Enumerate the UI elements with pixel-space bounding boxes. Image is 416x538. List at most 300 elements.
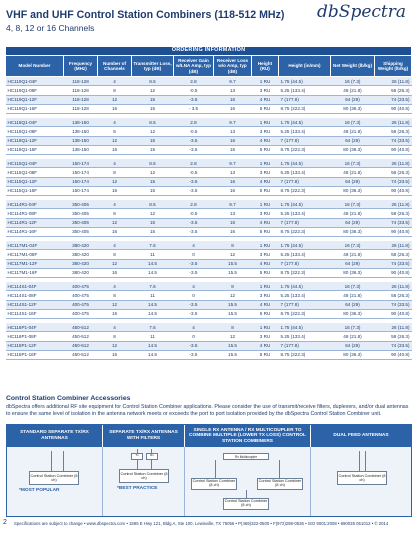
- table-cell: 11: [132, 332, 174, 341]
- table-row: [6, 350, 412, 359]
- table-cell: 2.8: [174, 77, 214, 86]
- table-cell: 1.75 (44.5): [279, 159, 331, 168]
- table-cell: 1 RU: [252, 118, 279, 127]
- diagram-header-filters: SEPARATE TX/RX ANTENNAS WITH FILTERS: [103, 425, 185, 447]
- table-cell: -3.5: [174, 186, 214, 195]
- table-cell: HC115Q1-04F: [6, 159, 64, 168]
- rx-multicoupler-box: Rx Multicoupler: [223, 453, 269, 460]
- table-row: [6, 200, 412, 209]
- table-cell: 8.5: [132, 118, 174, 127]
- table-cell: 0: [174, 291, 214, 300]
- table-cell: 380-420: [64, 250, 98, 259]
- table-cell: 12: [98, 300, 132, 309]
- table-cell: HC119Q1-04F: [6, 77, 64, 86]
- table-cell: 12: [214, 291, 252, 300]
- table-cell: 8: [98, 291, 132, 300]
- column-header: Height (in/mm): [279, 56, 331, 77]
- combiner-box: Control Station Combiner (8 ch): [119, 469, 169, 483]
- table-cell: 80 (36.3): [331, 145, 375, 154]
- table-cell: -3.5: [174, 268, 214, 277]
- table-row: [6, 218, 412, 227]
- table-cell: 16: [214, 136, 252, 145]
- table-cell: 150-174: [64, 159, 98, 168]
- table-cell: 5.25 (133.4): [279, 168, 331, 177]
- table-cell: 3 RU: [252, 168, 279, 177]
- table-cell: 80 (36.3): [331, 268, 375, 277]
- table-cell: -0.5: [174, 127, 214, 136]
- table-cell: 5 RU: [252, 309, 279, 318]
- table-cell: 90 (40.8): [375, 268, 412, 277]
- table-row: [6, 186, 412, 195]
- table-cell: HC114S1-12F: [6, 300, 64, 309]
- brand-logo: dbSpectra: [317, 2, 406, 22]
- table-cell: -3.5: [174, 227, 214, 236]
- table-cell: 9.7: [214, 77, 252, 86]
- table-cell: 118-128: [64, 77, 98, 86]
- column-header: Height (RU): [252, 56, 279, 77]
- accessories-text: dbSpectra offers additional RF site equipment for Control Station Combiner applications. Please consider the use of transmit/receive filters, duplexers, and/or dual antennas to ensure the same level of isolation in the antenna network meets or exceeds the port to port isolation provided by the dbSpectra Control Station Combiner unit.: [6, 404, 409, 417]
- table-cell: 12: [132, 86, 174, 95]
- table-row: [6, 86, 412, 95]
- table-cell: 15: [132, 218, 174, 227]
- table-cell: 90 (40.8): [375, 104, 412, 113]
- combiner-box: Control Station Combiner (8 ch): [337, 471, 387, 485]
- table-cell: 3 RU: [252, 209, 279, 218]
- table-cell: 90 (40.8): [375, 227, 412, 236]
- table-cell: 14.5: [132, 300, 174, 309]
- table-row: [6, 104, 412, 113]
- table-cell: 64 (29): [331, 95, 375, 104]
- table-cell: 450-512: [64, 323, 98, 332]
- table-cell: 58 (26.3): [375, 168, 412, 177]
- table-cell: 14.5: [132, 309, 174, 318]
- table-cell: 380-420: [64, 259, 98, 268]
- table-row: [6, 177, 412, 186]
- table-cell: 26 (11.8): [375, 118, 412, 127]
- table-cell: 7 (177.8): [279, 218, 331, 227]
- table-row: [6, 127, 412, 136]
- table-cell: 13: [214, 86, 252, 95]
- table-cell: 16: [98, 350, 132, 359]
- table-cell: 4 RU: [252, 341, 279, 350]
- table-cell: 5.25 (133.4): [279, 250, 331, 259]
- table-cell: 1 RU: [252, 200, 279, 209]
- table-cell: HC114S1-16F: [6, 309, 64, 318]
- table-cell: 4: [174, 241, 214, 250]
- table-cell: -0.5: [174, 86, 214, 95]
- table-cell: 16: [214, 186, 252, 195]
- table-cell: 8.5: [132, 200, 174, 209]
- table-cell: 15: [132, 177, 174, 186]
- table-cell: 400-475: [64, 309, 98, 318]
- table-cell: 16: [214, 145, 252, 154]
- table-cell: 4: [98, 241, 132, 250]
- table-row: [6, 250, 412, 259]
- table-cell: 11: [132, 250, 174, 259]
- table-cell: 8: [98, 332, 132, 341]
- table-cell: HC115Q1-16F: [6, 186, 64, 195]
- table-cell: -3.5: [174, 300, 214, 309]
- table-cell: 350-405: [64, 227, 98, 236]
- table-row: [6, 118, 412, 127]
- column-header: Receiver Loss w/o Amp, typ (dB): [214, 56, 252, 77]
- table-cell: 14.5: [132, 341, 174, 350]
- table-cell: 8.75 (222.3): [279, 145, 331, 154]
- diagram-col-dual-feed: [311, 447, 411, 516]
- table-cell: 8: [214, 241, 252, 250]
- table-cell: 80 (36.3): [331, 186, 375, 195]
- table-cell: 8.5: [132, 159, 174, 168]
- table-cell: 4 RU: [252, 300, 279, 309]
- table-cell: 58 (26.3): [375, 250, 412, 259]
- table-cell: HC119Q1-08F: [6, 86, 64, 95]
- table-cell: 1 RU: [252, 241, 279, 250]
- table-cell: HC114R1-12F: [6, 218, 64, 227]
- table-cell: 380-420: [64, 241, 98, 250]
- table-cell: 58 (26.3): [375, 332, 412, 341]
- page-subtitle: 4, 8, 12 or 16 Channels: [6, 23, 95, 33]
- table-cell: 3 RU: [252, 332, 279, 341]
- page-number: 2: [3, 519, 7, 526]
- table-cell: 350-405: [64, 200, 98, 209]
- table-cell: HC117M1-04F: [6, 241, 64, 250]
- table-cell: 12: [98, 259, 132, 268]
- table-cell: 74 (33.5): [375, 136, 412, 145]
- table-cell: 12: [132, 168, 174, 177]
- table-cell: 7.6: [132, 282, 174, 291]
- table-cell: 16: [98, 186, 132, 195]
- antenna-diagram: [6, 424, 412, 517]
- table-cell: -0.5: [174, 209, 214, 218]
- combiner-box-b: Control Station Combiner (8 ch): [257, 478, 303, 490]
- table-cell: 380-420: [64, 268, 98, 277]
- tx-filter-box: [131, 453, 143, 460]
- table-cell: 350-405: [64, 209, 98, 218]
- page-title: VHF and UHF Control Station Combiners (118-512 MHz): [6, 9, 285, 21]
- column-header: Net Weight (lb/kg): [331, 56, 375, 77]
- table-cell: HC114S1-08F: [6, 291, 64, 300]
- table-cell: 12: [132, 209, 174, 218]
- table-cell: 16: [214, 95, 252, 104]
- table-cell: 8: [214, 323, 252, 332]
- table-cell: 150-174: [64, 177, 98, 186]
- table-row: [6, 77, 412, 86]
- table-cell: 5 RU: [252, 350, 279, 359]
- table-cell: 48 (21.8): [331, 250, 375, 259]
- table-cell: 64 (29): [331, 341, 375, 350]
- table-cell: 5 RU: [252, 145, 279, 154]
- table-cell: 4: [98, 159, 132, 168]
- table-cell: 14.5: [132, 350, 174, 359]
- table-cell: -3.5: [174, 136, 214, 145]
- table-cell: 12: [98, 218, 132, 227]
- table-cell: 138-150: [64, 145, 98, 154]
- table-cell: 15: [132, 227, 174, 236]
- diagram-header-multicoupler: SINGLE RX ANTENNA / RX MULTICOUPLER TO COMBINE MULTIPLE (LOWER TX LOSS) CONTROL STATION COMBINERS: [185, 425, 311, 447]
- table-cell: 80 (36.3): [331, 309, 375, 318]
- table-cell: 8.75 (222.3): [279, 268, 331, 277]
- diagram-col-filters: [103, 447, 185, 516]
- table-cell: 350-405: [64, 218, 98, 227]
- table-cell: 16: [98, 227, 132, 236]
- table-cell: 90 (40.8): [375, 309, 412, 318]
- table-cell: 64 (29): [331, 218, 375, 227]
- table-row: [6, 136, 412, 145]
- column-header: Model Number: [6, 56, 64, 77]
- table-cell: 8.5: [132, 77, 174, 86]
- table-cell: 7 (177.8): [279, 177, 331, 186]
- table-cell: 16: [214, 227, 252, 236]
- table-cell: 1 RU: [252, 77, 279, 86]
- table-cell: 7.6: [132, 323, 174, 332]
- column-header: Transmitter Loss, typ (dB): [132, 56, 174, 77]
- table-cell: 1.75 (44.5): [279, 77, 331, 86]
- table-cell: 80 (36.3): [331, 227, 375, 236]
- table-cell: 5 RU: [252, 268, 279, 277]
- table-cell: 15.5: [214, 259, 252, 268]
- table-cell: 26 (11.8): [375, 323, 412, 332]
- table-cell: 7 (177.8): [279, 95, 331, 104]
- table-cell: 26 (11.8): [375, 282, 412, 291]
- table-row: [6, 95, 412, 104]
- table-cell: 9.7: [214, 159, 252, 168]
- most-popular-note: *MOST POPULAR: [19, 488, 60, 493]
- table-cell: 13: [214, 168, 252, 177]
- table-cell: 12: [214, 250, 252, 259]
- table-cell: 1 RU: [252, 159, 279, 168]
- table-cell: 15: [132, 136, 174, 145]
- column-header: Shipping Weight (lb/kg): [375, 56, 412, 77]
- diagram-header-standard: STANDARD SEPARATE TX/RX ANTENNAS: [7, 425, 103, 447]
- table-banner: ORDERING INFORMATION: [6, 47, 412, 56]
- tx-label: Tx: [135, 453, 139, 457]
- table-cell: 5.25 (133.4): [279, 209, 331, 218]
- table-cell: -3.5: [174, 350, 214, 359]
- table-cell: 1.75 (44.5): [279, 200, 331, 209]
- table-cell: 12: [98, 177, 132, 186]
- table-cell: 15: [132, 95, 174, 104]
- table-cell: 7 (177.8): [279, 300, 331, 309]
- table-cell: 8: [98, 250, 132, 259]
- table-cell: 7 (177.8): [279, 341, 331, 350]
- table-cell: 26 (11.8): [375, 241, 412, 250]
- table-cell: 26 (11.8): [375, 159, 412, 168]
- table-cell: 5.25 (133.4): [279, 291, 331, 300]
- table-row: [6, 168, 412, 177]
- table-cell: 7 (177.8): [279, 259, 331, 268]
- table-cell: HC114R1-16F: [6, 227, 64, 236]
- rx-filter-box: [146, 453, 158, 460]
- table-body: [6, 77, 412, 360]
- table-cell: -3.5: [174, 95, 214, 104]
- table-cell: 450-512: [64, 350, 98, 359]
- table-cell: HC118Q1-08F: [6, 127, 64, 136]
- table-cell: 0: [174, 250, 214, 259]
- table-cell: 14.5: [132, 268, 174, 277]
- table-row: [6, 227, 412, 236]
- table-cell: 16 (7.3): [331, 323, 375, 332]
- table-row: [6, 209, 412, 218]
- table-cell: 4: [98, 118, 132, 127]
- table-cell: 8: [98, 127, 132, 136]
- table-cell: 64 (29): [331, 259, 375, 268]
- table-cell: 2.8: [174, 200, 214, 209]
- table-cell: 16 (7.3): [331, 241, 375, 250]
- table-cell: 5 RU: [252, 227, 279, 236]
- table-cell: HC114S1-04F: [6, 282, 64, 291]
- table-cell: 90 (40.8): [375, 145, 412, 154]
- table-cell: 8: [98, 209, 132, 218]
- table-cell: HC116P1-12F: [6, 341, 64, 350]
- table-cell: 16: [98, 104, 132, 113]
- table-cell: 138-150: [64, 136, 98, 145]
- page-footer: Specifications are subject to change • www.dbspectra.com • 1595 E Hwy 121, Bldg A, Ste 100, Lewisville, TX 75056 • P(469)322-0500 • F(972)298-0536 • ISO 9001:2008 • 990035 051012 • © 2014: [14, 521, 389, 526]
- ordering-table: [5, 46, 412, 360]
- table-cell: HC115Q1-08F: [6, 168, 64, 177]
- table-cell: 15: [132, 104, 174, 113]
- table-cell: 4: [98, 200, 132, 209]
- table-header-row: [6, 56, 412, 77]
- table-cell: 15: [132, 186, 174, 195]
- table-cell: HC118Q1-04F: [6, 118, 64, 127]
- table-cell: 26 (11.8): [375, 200, 412, 209]
- table-cell: 15.5: [214, 309, 252, 318]
- table-cell: 80 (36.3): [331, 104, 375, 113]
- table-cell: 3 RU: [252, 291, 279, 300]
- combiner-box-c: Control Station Combiner (8 ch): [223, 498, 269, 510]
- table-cell: 138-150: [64, 118, 98, 127]
- table-cell: 48 (21.8): [331, 209, 375, 218]
- table-cell: 8.75 (222.3): [279, 309, 331, 318]
- rx-label: Rx: [150, 453, 154, 457]
- table-cell: 16: [214, 177, 252, 186]
- column-header: Frequency (MHz): [64, 56, 98, 77]
- table-cell: - 3.5: [174, 104, 214, 113]
- combiner-box: Control Station Combiner (8 ch): [29, 471, 79, 485]
- table-cell: 48 (21.8): [331, 127, 375, 136]
- table-cell: 4 RU: [252, 136, 279, 145]
- column-header: Receiver Gain w/LNA Amp, typ (dB): [174, 56, 214, 77]
- table-cell: HC115Q1-12F: [6, 177, 64, 186]
- table-cell: 4 RU: [252, 218, 279, 227]
- table-row: [6, 159, 412, 168]
- table-cell: 118-128: [64, 86, 98, 95]
- table-cell: 4 RU: [252, 259, 279, 268]
- table-cell: HC117M1-12F: [6, 259, 64, 268]
- table-row: [6, 309, 412, 318]
- table-row: [6, 259, 412, 268]
- table-row: [6, 282, 412, 291]
- table-cell: 16 (7.3): [331, 282, 375, 291]
- table-cell: 4: [174, 282, 214, 291]
- table-cell: 48 (21.8): [331, 168, 375, 177]
- table-cell: 1 RU: [252, 282, 279, 291]
- table-cell: 4: [174, 323, 214, 332]
- table-cell: 58 (26.3): [375, 86, 412, 95]
- table-cell: 450-512: [64, 341, 98, 350]
- table-cell: HC117M1-08F: [6, 250, 64, 259]
- table-cell: -3.5: [174, 145, 214, 154]
- table-cell: 15.5: [214, 341, 252, 350]
- table-cell: 1 RU: [252, 323, 279, 332]
- table-cell: 8.75 (222.3): [279, 350, 331, 359]
- table-cell: -3.5: [174, 309, 214, 318]
- table-cell: 4: [98, 282, 132, 291]
- table-cell: 7.6: [132, 241, 174, 250]
- table-cell: 16: [214, 218, 252, 227]
- table-cell: 3 RU: [252, 250, 279, 259]
- diagram-col-multicoupler: [185, 447, 311, 516]
- table-cell: 16: [214, 104, 252, 113]
- table-cell: 3 RU: [252, 127, 279, 136]
- table-cell: 74 (33.5): [375, 95, 412, 104]
- table-cell: 48 (21.8): [331, 291, 375, 300]
- table-cell: 8: [214, 282, 252, 291]
- diagram-header-dual-feed: DUAL FEED ANTENNAS: [311, 425, 411, 447]
- table-row: [6, 323, 412, 332]
- table-cell: 16: [98, 268, 132, 277]
- table-cell: 16 (7.3): [331, 118, 375, 127]
- table-cell: 26 (11.8): [375, 77, 412, 86]
- table-cell: 2.8: [174, 159, 214, 168]
- table-cell: 4: [98, 77, 132, 86]
- combiner-box-a: Control Station Combiner (8 ch): [191, 478, 237, 490]
- table-cell: 8.75 (222.3): [279, 227, 331, 236]
- table-cell: 74 (33.5): [375, 177, 412, 186]
- table-cell: 4 RU: [252, 95, 279, 104]
- table-cell: 16: [98, 145, 132, 154]
- table-cell: -3.5: [174, 177, 214, 186]
- table-row: [6, 300, 412, 309]
- table-cell: HC118Q1-16F: [6, 145, 64, 154]
- table-cell: -3.5: [174, 218, 214, 227]
- table-cell: 5 RU: [252, 104, 279, 113]
- table-row: [6, 241, 412, 250]
- table-cell: 13: [214, 209, 252, 218]
- table-cell: 74 (33.5): [375, 218, 412, 227]
- table-cell: -3.5: [174, 341, 214, 350]
- table-cell: 16: [98, 309, 132, 318]
- table-cell: -3.5: [174, 259, 214, 268]
- table-cell: 150-174: [64, 168, 98, 177]
- table-cell: 2.8: [174, 118, 214, 127]
- table-row: [6, 145, 412, 154]
- table-cell: 15.5: [214, 300, 252, 309]
- table-cell: 12: [214, 332, 252, 341]
- table-cell: 58 (26.3): [375, 127, 412, 136]
- table-cell: 90 (40.8): [375, 186, 412, 195]
- table-cell: 8.75 (222.3): [279, 186, 331, 195]
- table-cell: 400-475: [64, 300, 98, 309]
- table-cell: 15.5: [214, 350, 252, 359]
- column-header: Number of Channels: [98, 56, 132, 77]
- table-cell: 5.25 (133.4): [279, 86, 331, 95]
- table-cell: HC117M1-16F: [6, 268, 64, 277]
- table-cell: 5.25 (133.4): [279, 332, 331, 341]
- table-cell: 1.75 (44.5): [279, 323, 331, 332]
- table-cell: HC116P1-04F: [6, 323, 64, 332]
- table-cell: 1.75 (44.5): [279, 241, 331, 250]
- table-cell: 74 (33.5): [375, 259, 412, 268]
- table-cell: 7 (177.8): [279, 136, 331, 145]
- table-cell: HC119Q1-12F: [6, 95, 64, 104]
- table-cell: 13: [214, 127, 252, 136]
- table-cell: HC116P1-08F: [6, 332, 64, 341]
- table-cell: 74 (33.5): [375, 341, 412, 350]
- table-cell: 12: [132, 127, 174, 136]
- table-cell: 16 (7.3): [331, 77, 375, 86]
- table-cell: 400-475: [64, 282, 98, 291]
